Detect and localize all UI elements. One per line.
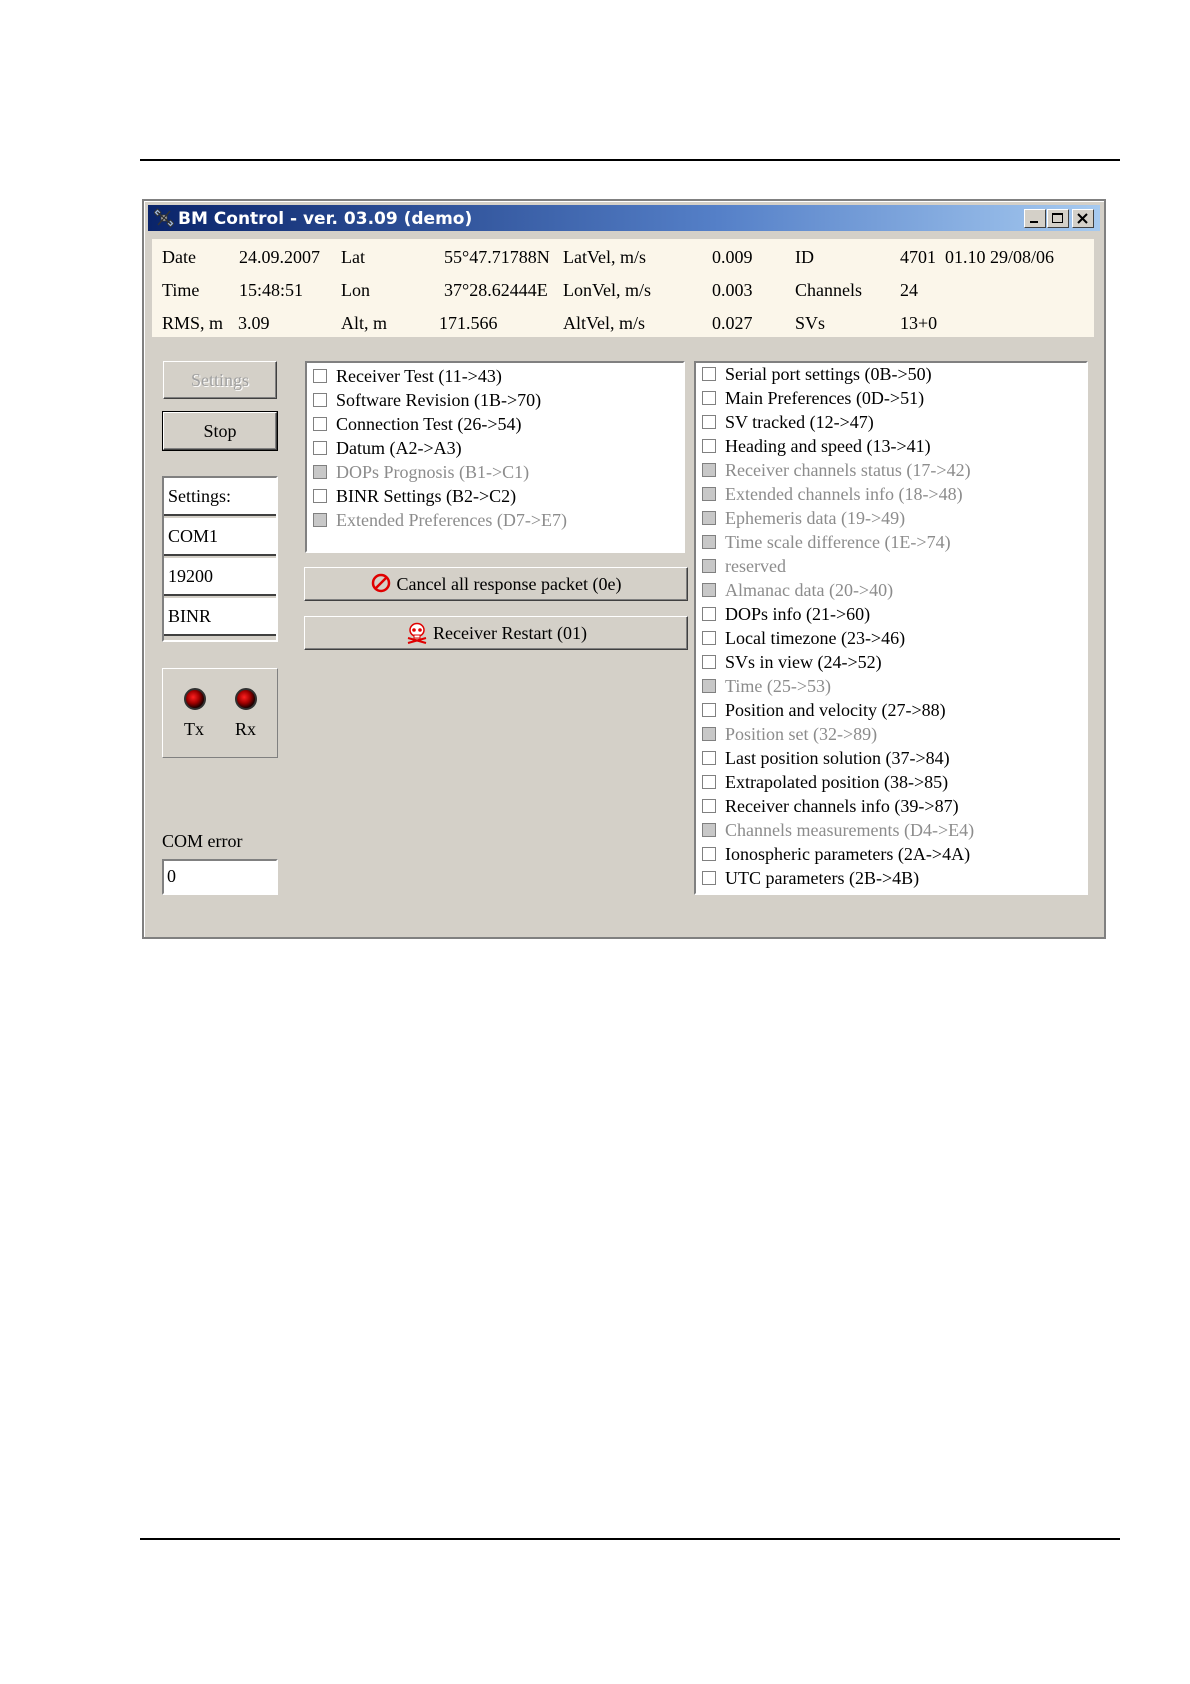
checkbox[interactable] [702, 415, 716, 429]
checkbox[interactable] [313, 489, 327, 503]
bm-control-window [142, 199, 1106, 939]
tx-rx-indicator-group [162, 668, 278, 758]
checkbox-label: Receiver channels status (17->42) [725, 460, 971, 480]
checkbox-label: reserved [725, 556, 786, 576]
checkbox-label: Ephemeris data (19->49) [725, 508, 906, 528]
checkbox[interactable] [702, 439, 716, 453]
checkbox-label: Main Preferences (0D->51) [725, 388, 925, 408]
skull-icon [405, 620, 429, 644]
checkbox-label: Local timezone (23->46) [725, 628, 906, 648]
checkbox[interactable] [702, 847, 716, 861]
settings-button-label: Settings [190, 370, 249, 390]
checkbox[interactable] [702, 631, 716, 645]
checkbox[interactable] [702, 799, 716, 813]
rx-led-icon [235, 688, 257, 710]
svs-label: SVs [795, 313, 826, 333]
no-entry-icon [371, 573, 391, 593]
checkbox[interactable] [702, 391, 716, 405]
checkbox-label: Connection Test (26->54) [336, 414, 522, 434]
stop-button[interactable] [163, 412, 277, 450]
checkbox-label: DOPs Prognosis (B1->C1) [336, 462, 530, 482]
com-error-value: 0 [167, 866, 176, 886]
checkbox-label: Channels measurements (D4->E4) [725, 820, 975, 840]
channels-label: Channels [795, 280, 862, 300]
protocol-field[interactable]: BINR [164, 598, 276, 636]
checkbox-label: Software Revision (1B->70) [336, 390, 542, 410]
checkbox[interactable] [702, 655, 716, 669]
altvel-value: 0.027 [712, 313, 753, 333]
lonvel-value: 0.003 [712, 280, 753, 300]
checkbox-label: Extrapolated position (38->85) [725, 772, 949, 792]
checkbox[interactable] [702, 607, 716, 621]
checkbox [702, 583, 716, 597]
cancel-all-label: Cancel all response packet (0e) [396, 574, 622, 594]
alt-label: Alt, m [341, 313, 388, 333]
date-label: Date [162, 247, 196, 267]
lon-value: 37°28.62444E [444, 280, 548, 300]
checkbox-label: Extended Preferences (D7->E7) [336, 510, 568, 530]
checkbox-label: Time scale difference (1E->74) [725, 532, 951, 552]
checkbox [702, 559, 716, 573]
checkbox[interactable] [702, 871, 716, 885]
minimize-button[interactable] [1024, 209, 1046, 228]
status-info-bar [152, 239, 1094, 337]
connection-settings-box [162, 476, 278, 642]
minimize-icon [1025, 210, 1045, 227]
checkbox [702, 463, 716, 477]
latvel-value: 0.009 [712, 247, 753, 267]
port-field[interactable]: COM1 [164, 518, 276, 556]
channels-value: 24 [900, 280, 918, 300]
baud-field[interactable]: 19200 [164, 558, 276, 596]
maximize-icon [1048, 210, 1068, 227]
time-value: 15:48:51 [239, 280, 304, 300]
rx-label: Rx [235, 719, 257, 739]
lat-value: 55°47.71788N [444, 247, 550, 267]
checkbox[interactable] [702, 751, 716, 765]
satellite-icon [154, 208, 174, 228]
checkbox [702, 679, 716, 693]
page-top-rule [140, 159, 1120, 161]
checkbox[interactable] [702, 703, 716, 717]
checkbox [702, 511, 716, 525]
command-checklist [305, 361, 685, 553]
packet-request-checklist [694, 361, 1088, 895]
settings-button[interactable] [163, 361, 277, 399]
checkbox-label: Time (25->53) [725, 676, 831, 696]
id-value: 4701 01.10 29/08/06 [900, 247, 1055, 267]
title-bar[interactable] [148, 205, 1100, 231]
checkbox-label: Position and velocity (27->88) [725, 700, 946, 720]
lonvel-label: LonVel, m/s [563, 280, 651, 300]
checkbox [702, 727, 716, 741]
checkbox-label: BINR Settings (B2->C2) [336, 486, 517, 506]
checkbox[interactable] [313, 393, 327, 407]
stop-button-label: Stop [203, 421, 237, 441]
tx-label: Tx [184, 719, 204, 739]
receiver-restart-label: Receiver Restart (01) [433, 623, 587, 643]
page-bottom-rule [140, 1538, 1120, 1540]
checkbox-label: Extended channels info (18->48) [725, 484, 963, 504]
com-error-field[interactable] [162, 859, 278, 895]
checkbox-label: Ionospheric parameters (2A->4A) [725, 844, 971, 864]
checkbox [313, 513, 327, 527]
latvel-label: LatVel, m/s [563, 247, 646, 267]
date-value: 24.09.2007 [239, 247, 320, 267]
checkbox[interactable] [702, 367, 716, 381]
rms-value: 3.09 [238, 313, 270, 333]
checkbox-label: DOPs info (21->60) [725, 604, 871, 624]
checkbox-label: Last position solution (37->84) [725, 748, 950, 768]
checkbox-label: SV tracked (12->47) [725, 412, 874, 432]
checkbox[interactable] [313, 417, 327, 431]
close-button[interactable] [1072, 209, 1094, 228]
checkbox[interactable] [702, 775, 716, 789]
close-icon [1073, 210, 1093, 227]
cancel-all-button[interactable] [304, 567, 688, 601]
id-label: ID [795, 247, 814, 267]
checkbox-label: SVs in view (24->52) [725, 652, 882, 672]
svs-value: 13+0 [900, 313, 938, 333]
tx-led-icon [184, 688, 206, 710]
checkbox [702, 487, 716, 501]
maximize-button[interactable] [1047, 209, 1069, 228]
lat-label: Lat [341, 247, 365, 267]
checkbox-label: Position set (32->89) [725, 724, 878, 744]
checkbox-label: UTC parameters (2B->4B) [725, 868, 920, 888]
window-title: BM Control - ver. 03.09 (demo) [178, 209, 473, 229]
checkbox-label: Serial port settings (0B->50) [725, 364, 932, 384]
rms-label: RMS, m [162, 313, 224, 333]
checkbox-label: Heading and speed (13->41) [725, 436, 931, 456]
checkbox-label: Receiver Test (11->43) [336, 366, 502, 386]
checkbox [702, 535, 716, 549]
settings-header: Settings: [164, 478, 276, 516]
checkbox-label: Receiver channels info (39->87) [725, 796, 959, 816]
com-error-label: COM error [162, 831, 243, 851]
checkbox-label: Almanac data (20->40) [725, 580, 894, 600]
receiver-restart-button[interactable] [304, 616, 688, 650]
checkbox[interactable] [313, 441, 327, 455]
altvel-label: AltVel, m/s [563, 313, 646, 333]
alt-value: 171.566 [439, 313, 498, 333]
checkbox [702, 823, 716, 837]
checkbox-label: Datum (A2->A3) [336, 438, 462, 458]
time-label: Time [162, 280, 200, 300]
checkbox[interactable] [313, 369, 327, 383]
lon-label: Lon [341, 280, 370, 300]
checkbox [313, 465, 327, 479]
